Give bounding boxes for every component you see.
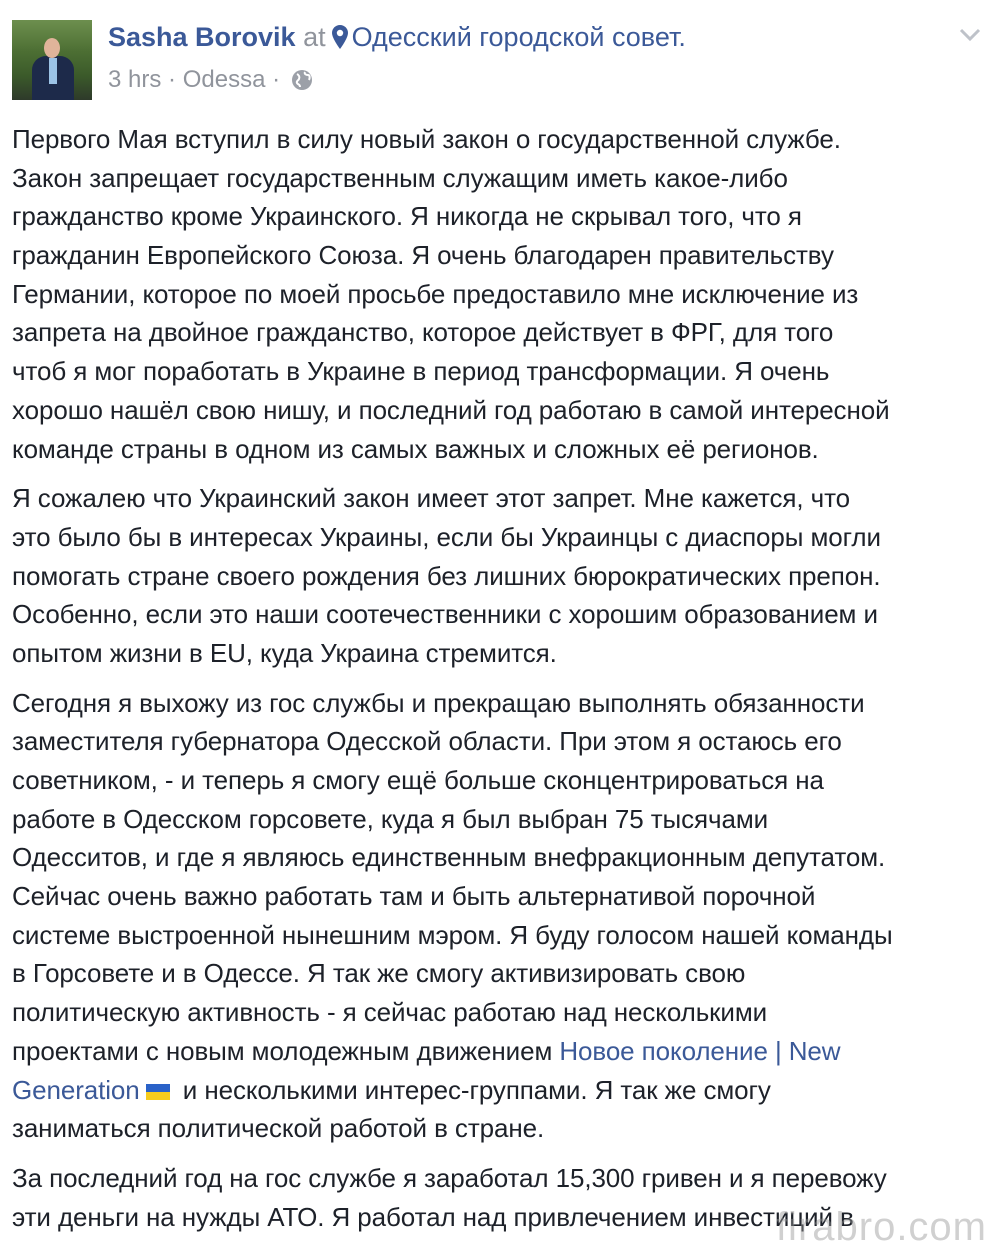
text-segment: команде страны в одном из самых важных и сложных её регионов. xyxy=(12,433,819,464)
text-line xyxy=(12,430,992,469)
text-line xyxy=(12,236,992,275)
text-segment: Одесситов, и где я являюсь единственным внефракционным депутатом. xyxy=(12,842,886,873)
text-line xyxy=(12,120,992,159)
place-link[interactable]: Одесский городской совет. xyxy=(351,22,686,52)
watermark: firabro.com xyxy=(775,1205,987,1249)
location-pin-icon xyxy=(332,25,348,56)
text-segment: это было бы в интересах Украины, если бы Украинцы с диаспоры могли xyxy=(12,521,881,552)
text-line xyxy=(12,518,992,557)
text-segment: работе в Одесском горсовете, куда я был выбран 75 тысячами xyxy=(12,803,769,834)
text-line xyxy=(12,479,992,518)
text-segment: чтоб я мог поработать в Украине в период трансформации. Я очень xyxy=(12,356,830,387)
text-segment: Закон запрещает государственным служащим иметь какое-либо xyxy=(12,162,788,193)
text-line xyxy=(12,634,992,673)
text-line xyxy=(12,1159,992,1198)
text-segment: советником, - и теперь я смогу ещё больше сконцентрироваться на xyxy=(12,765,824,795)
text-line xyxy=(12,1109,992,1148)
text-line xyxy=(12,1071,992,1110)
text-line xyxy=(12,761,992,800)
text-line xyxy=(12,993,992,1032)
text-segment: Первого Мая вступил в силу новый закон о государственной службе. xyxy=(12,124,841,154)
text-segment: эти деньги на нужды АТО. Я работал над привлечением инвестиций в xyxy=(12,1201,854,1232)
text-line xyxy=(12,916,992,955)
post-paragraph xyxy=(12,120,992,468)
text-segment: хорошо нашёл свою нишу, и последний год работаю в самой интересной xyxy=(12,394,890,425)
text-line xyxy=(12,722,992,761)
globe-icon[interactable] xyxy=(291,69,313,98)
text-segment: Особенно, если это наши соотечественники с хорошим образованием и xyxy=(12,599,878,630)
text-segment: За последний год на гос службе я заработал 15,300 гривен и я перевожу xyxy=(12,1162,887,1193)
at-label: at xyxy=(303,22,326,52)
text-line xyxy=(12,595,992,634)
text-segment: Германии, которое по моей просьбе предоставило мне исключение из xyxy=(12,278,859,309)
text-line xyxy=(12,838,992,877)
post-meta xyxy=(108,66,313,98)
text-segment: опытом жизни в EU, куда Украина стремится. xyxy=(12,637,557,668)
text-segment: заниматься политической работой в стране. xyxy=(12,1113,545,1144)
timestamp-link[interactable]: 3 hrs xyxy=(108,66,162,93)
text-segment: в Горсовете и в Одессе. Я так же смогу активизировать свою xyxy=(12,958,746,989)
text-segment: системе выстроенной нынешним мэром. Я буду голосом нашей команды xyxy=(12,919,893,950)
post-paragraph xyxy=(12,684,992,1148)
text-line xyxy=(12,557,992,596)
text-segment: и несколькими интерес-группами. Я так же смогу xyxy=(175,1074,771,1105)
author-avatar[interactable] xyxy=(12,20,92,100)
text-line xyxy=(12,197,992,236)
ukraine-flag-icon xyxy=(146,1084,170,1100)
text-line xyxy=(12,391,992,430)
text-line xyxy=(12,954,992,993)
avatar-head xyxy=(44,38,60,58)
text-segment: помогать стране своего рождения без лишних бюрократических препон. xyxy=(12,560,881,591)
text-line xyxy=(12,877,992,916)
author-name-link[interactable]: Sasha Borovik xyxy=(108,22,296,52)
post-options-chevron-icon[interactable] xyxy=(959,28,981,47)
text-line xyxy=(12,684,992,723)
post-body xyxy=(12,120,992,1247)
text-segment: гражданство кроме Украинского. Я никогда не скрывал того, что я xyxy=(12,201,802,232)
page-link-new-generation[interactable]: Новое поколение | New xyxy=(559,1035,841,1066)
text-segment: запрета на двойное гражданство, которое действует в ФРГ, для того xyxy=(12,317,834,348)
post-paragraph xyxy=(12,479,992,672)
text-segment: Я сожалею что Украинский закон имеет этот запрет. Мне кажется, что xyxy=(12,483,850,514)
text-line xyxy=(12,159,992,198)
text-segment: Сейчас очень важно работать там и быть альтернативой порочной xyxy=(12,881,816,912)
text-line xyxy=(12,313,992,352)
text-segment: проектами с новым молодежным движением xyxy=(12,1035,560,1066)
text-segment: Сегодня я выхожу из гос службы и прекращаю выполнять обязанности xyxy=(12,687,865,718)
avatar-shirt xyxy=(49,58,57,84)
text-segment: гражданин Европейского Союза. Я очень благодарен правительству xyxy=(12,240,834,271)
text-line xyxy=(12,352,992,391)
text-line xyxy=(12,275,992,314)
separator: · xyxy=(272,66,281,93)
separator: · xyxy=(168,66,177,93)
location-link[interactable]: Odessa xyxy=(182,66,266,93)
text-line xyxy=(12,1032,992,1071)
text-segment: заместителя губернатора Одесской области. При этом я остаюсь его xyxy=(12,726,842,757)
text-segment: политическую активность - я сейчас работаю над несколькими xyxy=(12,997,768,1028)
text-line xyxy=(12,800,992,839)
page-link-new-generation[interactable]: Generation xyxy=(12,1074,140,1105)
post-header xyxy=(108,22,686,56)
